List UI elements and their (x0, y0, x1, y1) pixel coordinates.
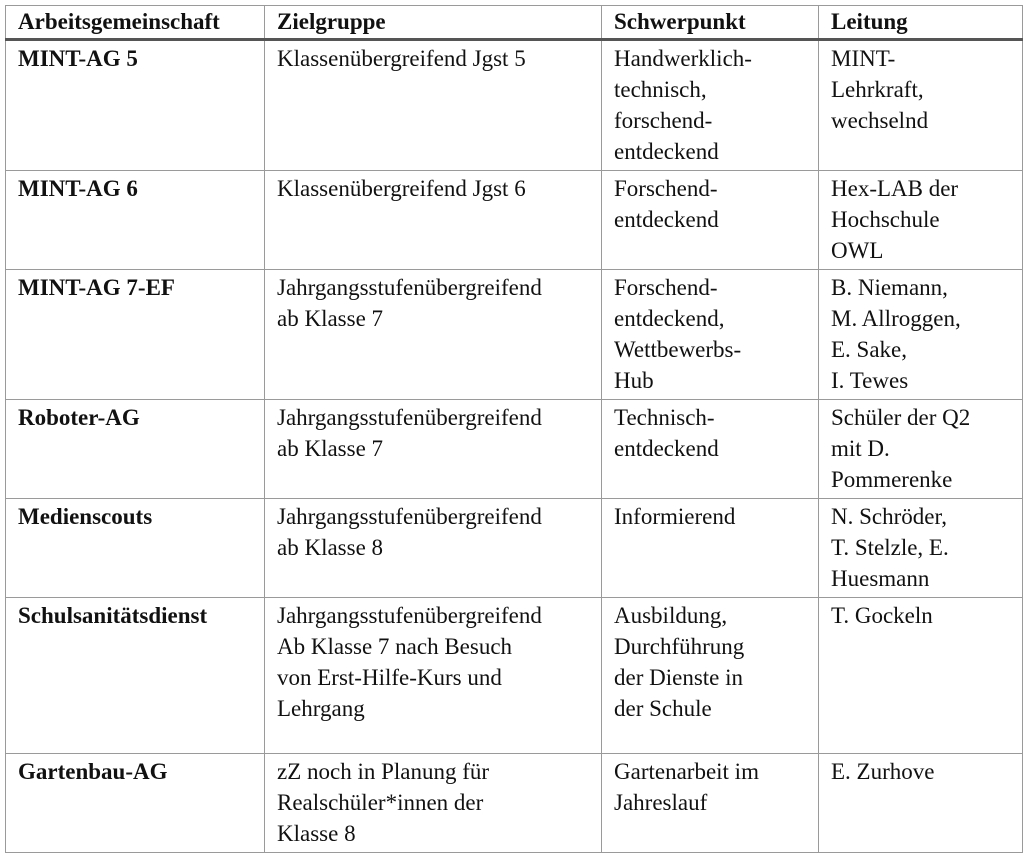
cell-arbeitsgemeinschaft: Gartenbau-AG (6, 754, 265, 853)
cell-schwerpunkt: Technisch- entdeckend (602, 400, 819, 499)
cell-leitung: B. Niemann, M. Allroggen, E. Sake, I. Tewes (819, 270, 1023, 400)
table-row (6, 598, 1023, 754)
header-arbeitsgemeinschaft: Arbeitsgemeinschaft (6, 6, 265, 40)
table-row (6, 499, 1023, 598)
cell-schwerpunkt: Informierend (602, 499, 819, 598)
cell-arbeitsgemeinschaft: Schulsanitätsdienst (6, 598, 265, 754)
cell-schwerpunkt: Ausbildung, Durchführung der Dienste in der Schule (602, 598, 819, 754)
header-leitung: Leitung (819, 6, 1023, 40)
header-row (6, 6, 1023, 40)
cell-arbeitsgemeinschaft: MINT-AG 6 (6, 171, 265, 270)
cell-leitung: Schüler der Q2 mit D. Pommerenke (819, 400, 1023, 499)
table-row (6, 400, 1023, 499)
table-row (6, 171, 1023, 270)
cell-leitung: T. Gockeln (819, 598, 1023, 754)
cell-schwerpunkt: Forschend- entdeckend (602, 171, 819, 270)
cell-zielgruppe: zZ noch in Planung für Realschüler*innen der Klasse 8 (265, 754, 602, 853)
cell-zielgruppe: Klassenübergreifend Jgst 5 (265, 40, 602, 171)
cell-leitung: Hex-LAB der Hochschule OWL (819, 171, 1023, 270)
cell-zielgruppe: Jahrgangsstufenübergreifend ab Klasse 7 (265, 400, 602, 499)
cell-schwerpunkt: Handwerklich- technisch, forschend- entdeckend (602, 40, 819, 171)
table-header (6, 6, 1023, 40)
cell-leitung: E. Zurhove (819, 754, 1023, 853)
cell-arbeitsgemeinschaft: Medienscouts (6, 499, 265, 598)
cell-leitung: N. Schröder, T. Stelzle, E. Huesmann (819, 499, 1023, 598)
header-schwerpunkt: Schwerpunkt (602, 6, 819, 40)
header-zielgruppe: Zielgruppe (265, 6, 602, 40)
table-body (6, 40, 1023, 853)
ag-table (5, 5, 1023, 853)
cell-zielgruppe: Jahrgangsstufenübergreifend ab Klasse 8 (265, 499, 602, 598)
cell-schwerpunkt: Forschend- entdeckend, Wettbewerbs- Hub (602, 270, 819, 400)
table-row (6, 40, 1023, 171)
cell-schwerpunkt: Gartenarbeit im Jahreslauf (602, 754, 819, 853)
cell-zielgruppe: Jahrgangsstufenübergreifend Ab Klasse 7 nach Besuch von Erst-Hilfe-Kurs und Lehrgang (265, 598, 602, 754)
cell-zielgruppe: Klassenübergreifend Jgst 6 (265, 171, 602, 270)
table-row (6, 754, 1023, 853)
table-row (6, 270, 1023, 400)
cell-zielgruppe: Jahrgangsstufenübergreifend ab Klasse 7 (265, 270, 602, 400)
cell-arbeitsgemeinschaft: Roboter-AG (6, 400, 265, 499)
cell-arbeitsgemeinschaft: MINT-AG 5 (6, 40, 265, 171)
cell-arbeitsgemeinschaft: MINT-AG 7-EF (6, 270, 265, 400)
cell-leitung: MINT- Lehrkraft, wechselnd (819, 40, 1023, 171)
